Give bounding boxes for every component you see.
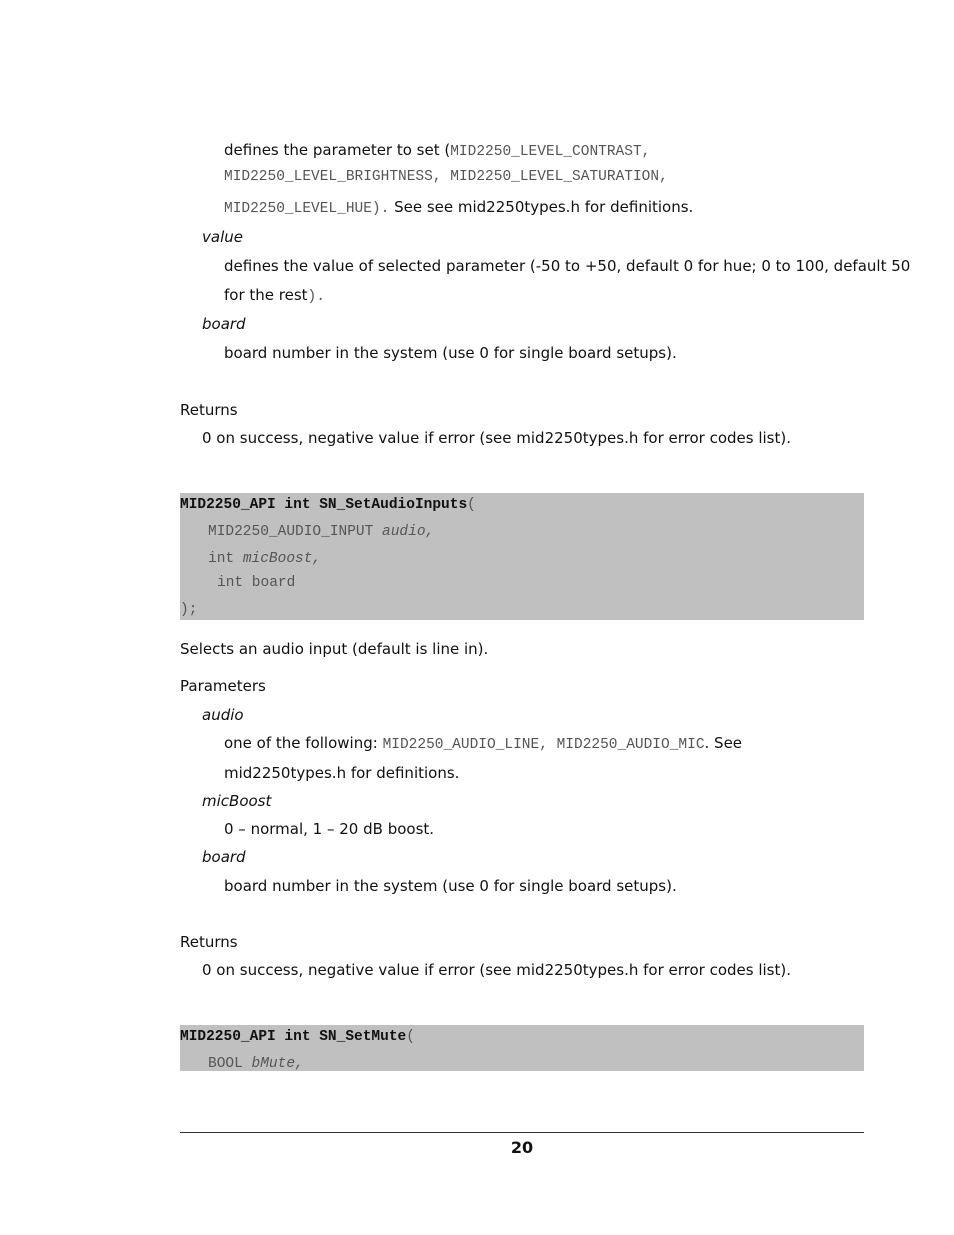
value-param-desc-line2: for the rest). (224, 286, 325, 305)
param-name-board: board (202, 315, 246, 333)
level-param-desc-line2: MID2250_LEVEL_BRIGHTNESS, MID2250_LEVEL_SATURATION, (224, 169, 668, 185)
board-param-desc-2: board number in the system (use 0 for single board setups). (224, 877, 677, 895)
returns-desc-2: 0 on success, negative value if error (see mid2250types.h for error codes list). (202, 961, 791, 979)
code-block-set-mute (180, 1025, 864, 1071)
board-param-desc: board number in the system (use 0 for single board setups). (224, 344, 677, 362)
parameters-label: Parameters (180, 677, 266, 695)
signature-param-bmute: BOOL bMute, (208, 1056, 304, 1072)
signature-param-micboost: int micBoost, (208, 551, 322, 567)
param-name-board-2: board (202, 848, 246, 866)
signature-close: ); (180, 602, 198, 618)
returns-desc: 0 on success, negative value if error (see mid2250types.h for error codes list). (202, 429, 791, 447)
value-param-desc-line1: defines the value of selected parameter (-50 to +50, default 0 for hue; 0 to 100, default 50 (224, 257, 911, 275)
signature-param-audio: MID2250_AUDIO_INPUT audio, (208, 524, 435, 540)
signature-param-board: int board (217, 575, 296, 591)
param-name-value: value (202, 228, 243, 246)
signature-line-mute: MID2250_API int SN_SetMute( (180, 1029, 415, 1045)
param-name-audio: audio (202, 706, 244, 724)
audio-param-desc-line1: one of the following: MID2250_AUDIO_LINE, MID2250_AUDIO_MIC. See (224, 734, 743, 753)
page-number: 20 (510, 1138, 534, 1157)
signature-line: MID2250_API int SN_SetAudioInputs( (180, 497, 476, 513)
micboost-param-desc: 0 – normal, 1 – 20 dB boost. (224, 820, 435, 838)
param-name-micboost: micBoost (202, 792, 272, 810)
returns-label: Returns (180, 401, 238, 419)
returns-label-2: Returns (180, 933, 238, 951)
level-param-desc-line3: MID2250_LEVEL_HUE). See see mid2250types.h for definitions. (224, 198, 694, 217)
footer-divider (180, 1132, 864, 1133)
audio-param-desc-line2: mid2250types.h for definitions. (224, 764, 460, 782)
function-summary: Selects an audio input (default is line in). (180, 640, 489, 658)
level-param-desc-line1: defines the parameter to set (MID2250_LEVEL_CONTRAST, (224, 141, 651, 160)
code-block-set-audio-inputs (180, 493, 864, 620)
